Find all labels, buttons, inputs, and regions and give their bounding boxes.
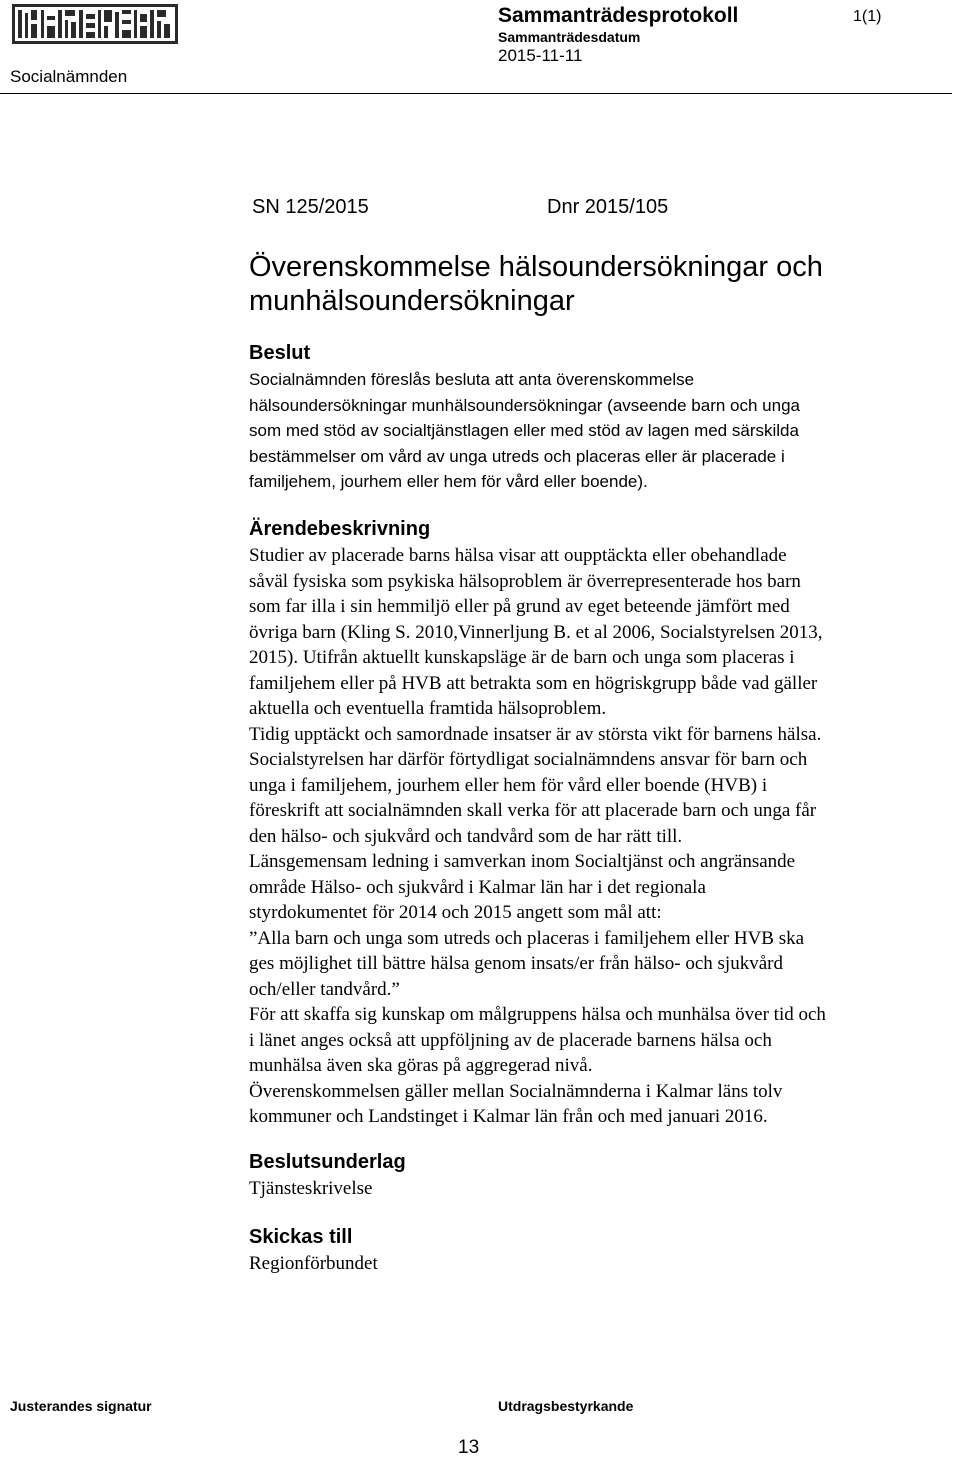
skickas-recipient: Regionförbundet (249, 1253, 378, 1274)
meeting-date-label: Sammanträdesdatum (498, 29, 641, 45)
skickas-text (249, 1251, 949, 1277)
arende-line: Tidig upptäckt och samordnade insatser är av största vikt för barnens hälsa. (249, 723, 822, 745)
underlag-heading: Beslutsunderlag (249, 1151, 406, 1173)
skickas-heading: Skickas till (249, 1226, 353, 1248)
underlag-item: Tjänsteskrivelse (249, 1178, 373, 1199)
signature-label: Justerandes signatur (10, 1398, 152, 1414)
arende-line: kommuner och Landstinget i Kalmar län från och med januari 2016. (249, 1106, 768, 1127)
arende-line: styrdokumentet för 2014 och 2015 angett som mål att: (249, 902, 662, 923)
header-divider (0, 93, 952, 94)
meeting-date: 2015-11-11 (498, 46, 583, 65)
arende-line: För att skaffa sig kunskap om målgruppens hälsa och munhälsa över tid och (249, 1004, 826, 1025)
arende-line: område Hälso- och sjukvård i Kalmar län har i det regionala (249, 876, 706, 898)
arende-line: unga i familjehem, jourhem eller hem för vård eller boende (HVB) i (249, 774, 768, 796)
arende-line: Länsgemensam ledning i samverkan inom Socialtjänst och angränsande (249, 851, 796, 872)
arende-line: övriga barn (Kling S. 2010,Vinnerljung B. et al 2006, Socialstyrelsen 2013, (249, 621, 823, 643)
arende-line: den hälso- och sjukvård och tandvård som de har rätt till. (249, 825, 683, 847)
beslut-line: Socialnämnden föreslås besluta att anta överenskommelse (249, 370, 695, 389)
document-title: Överenskommelse hälsoundersökningar och munhälsoundersökningar (249, 251, 823, 317)
extract-certification-label: Utdragsbestyrkande (498, 1398, 634, 1414)
beslut-line: bestämmelser om vård av unga utreds och placeras eller är placerade i (249, 446, 785, 466)
arende-line: Överenskommelsen gäller mellan Socialnämnderna i Kalmar läns tolv (249, 1080, 783, 1102)
arende-line: ges möjlighet till bättre hälsa genom insats/er från hälso- och sjukvård (249, 953, 783, 974)
arende-text (249, 543, 949, 1130)
arende-line: och/eller tandvård.” (249, 978, 400, 1000)
beslut-line: familjehem, jourhem eller hem för vård eller boende). (249, 472, 648, 492)
arende-line: i länet anges också att uppföljning av de placerade barnens hälsa och (249, 1029, 772, 1051)
document-type-title: Sammanträdesprotokoll (498, 4, 739, 27)
page-of-count: 1(1) (853, 8, 882, 25)
arende-line: munhälsa även ska göras på aggregerad nivå. (249, 1055, 593, 1076)
arende-line: familjehem eller på HVB att betrakta som en högriskgrupp både vad gäller (249, 672, 818, 694)
municipality-logo (12, 4, 178, 44)
beslut-line: som med stöd av socialtjänstlagen eller med stöd av lagen med särskilda (249, 421, 799, 441)
beslut-line: hälsoundersökningar munhälsoundersökningar (avseende barn och unga (249, 395, 800, 415)
case-number: SN 125/2015 (252, 196, 369, 218)
underlag-text (249, 1176, 949, 1202)
page-number: 13 (458, 1437, 480, 1458)
arende-heading: Ärendebeskrivning (249, 518, 431, 540)
arende-line: Studier av placerade barns hälsa visar att oupptäckta eller obehandlade (249, 545, 787, 566)
arende-line: Socialstyrelsen har därför förtydligat socialnämndens ansvar för barn och (249, 749, 808, 770)
arende-line: som far illa i sin hemmiljö eller på grund av eget beteende jämfört med (249, 596, 790, 617)
beslut-text (249, 367, 939, 495)
arende-line: föreskrift att socialnämnden skall verka för att placerade barn och unga får (249, 800, 817, 821)
organization-name: Socialnämnden (10, 67, 128, 86)
arende-line: såväl fysiska som psykiska hälsoproblem är överrepresenterade hos barn (249, 570, 801, 592)
case-dnr: Dnr 2015/105 (547, 196, 669, 218)
arende-line: aktuella och eventuella framtida hälsoproblem. (249, 698, 607, 719)
arende-line: 2015). Utifrån aktuellt kunskapsläge är de barn och unga som placeras i (249, 647, 795, 668)
arende-line: ”Alla barn och unga som utreds och placeras i familjehem eller HVB ska (249, 927, 805, 949)
beslut-heading: Beslut (249, 342, 311, 364)
